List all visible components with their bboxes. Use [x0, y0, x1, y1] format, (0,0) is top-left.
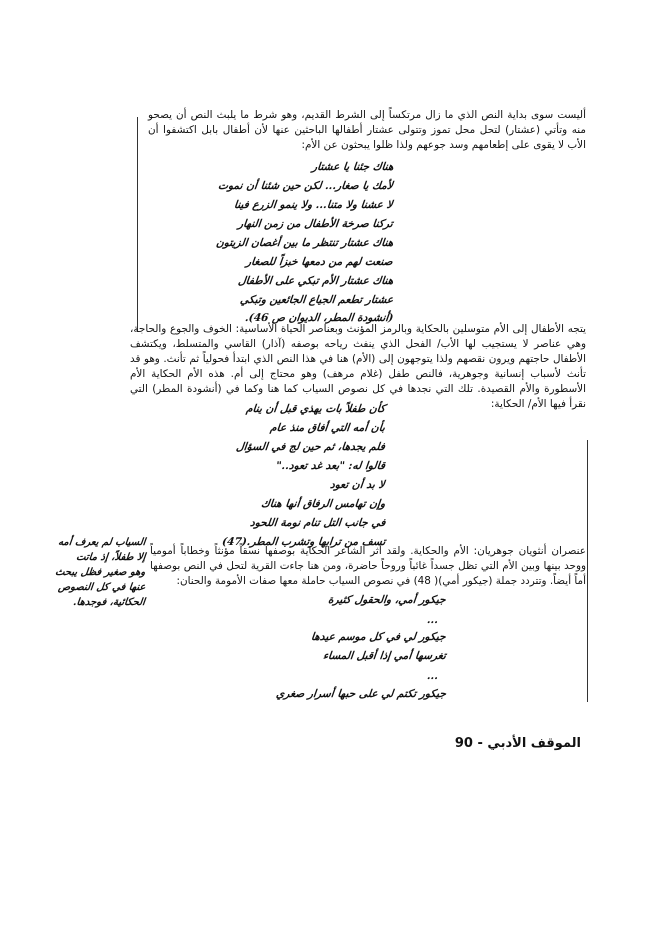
- verse-line: هناك جئنا يا عشتار: [310, 161, 394, 173]
- verse-line: هناك عشتار الأم تبكي على الأطفال: [237, 275, 394, 287]
- verse-line: تسف من ترابها وتشرب المطر.(47): [221, 536, 386, 548]
- verse-block-3: [275, 593, 447, 703]
- verse-line: في جانب التل تنام نومة اللحود: [249, 517, 386, 529]
- side-note-line: إلا طفلاً، إذ ماتت: [75, 552, 146, 563]
- verse-line: قالوا له: "بعد غد تعود..": [275, 460, 386, 472]
- side-note-line: عنها في كل النصوص: [57, 582, 146, 593]
- verse-block-2: [221, 402, 386, 548]
- verse-line: بأن أمه التي أفاق منذ عام: [269, 422, 386, 434]
- verse-line: صنعت لهم من دمعها خبزاً للصغار: [245, 256, 394, 268]
- verse-block-1: [215, 160, 394, 324]
- verse-line: تغرسها أمي إذا أقبل المساء: [322, 650, 447, 662]
- verse-line: لا بد أن تعود: [329, 479, 386, 491]
- verse-line: هناك عشتار تنتظر ما بين أغصان الزيتون: [215, 237, 394, 249]
- verse-line: جيكور لي في كل موسم عيدها: [310, 631, 447, 643]
- verse-line: (أنشودة المطر، الديوان ص 46).: [244, 312, 394, 324]
- side-note: [54, 536, 146, 616]
- intro-paragraph: أليست سوى بداية النص الذي ما زال مرتكساً إلى الشرط القديم، وهو شرط ما يلبث النص أن يصحو منه وتأتي (عشتار) لتحل محل تموز وتتولى عشتار أطفالها الباحثين عنها لأن أطفال بابل اكتشفوا أن الأب لا يقوى على إطعامهم وسد جوعهم ولذا ظلوا يبحثون عن الأم:: [148, 109, 586, 151]
- side-note-line: السياب لم يعرف أمه: [57, 537, 146, 548]
- middle-paragraph: يتجه الأطفال إلى الأم متوسلين بالحكاية وبالرمز المؤنث وبعناصر الحياة الأساسية: الخوف والجوع والحاجة، وهي عناصر لا يستجيب لها الأب/ الفحل الذي ينفث رياحه بوصفه (آذار) القاسي والمتسلط، ويكتشف الأطفال حاجتهم ويرون نقصهم ولذا يتوجهون إلى (الأم) هنا في هذا النص الذي ابتدأ فحولياً ثم تأنث. وهو قد تأنث لأسباب إنسانية وجوهرية، فالنص طفل (غلام مرهف) وهو محتاج إلى أم. هذه الأم الحكاية الأم الأسطورة والأم القصيدة. تلك التي نجدها في كل نصوص السياب كما هنا وكما في (أنشودة المطر) التي نقرأ فيها الأم/ الحكاية:: [130, 323, 586, 410]
- verse-line: جيكور أمي، والحقول كثيرة: [327, 594, 447, 606]
- verse-line: جيكور تكتم لي على حبها أسرار صغري: [275, 688, 447, 700]
- verse-ellipsis: ...: [426, 614, 439, 626]
- verse-line: تركنا صرخة الأطفال من زمن النهار: [237, 218, 394, 230]
- verse-line: فلم يجدها، ثم حين لج في السؤال: [235, 441, 386, 453]
- verse-line: لا عشنا ولا متنا... ولا ينمو الزرع فينا: [233, 199, 394, 211]
- verse-margin-rule: [587, 440, 588, 702]
- side-note-line: الحكائية، فوجدها.: [72, 597, 146, 608]
- right-margin-rule: [137, 117, 138, 332]
- verse-line: عشتار تطعم الجياع الجائعين وتبكي: [239, 294, 394, 306]
- lower-paragraph: عنصران أنثويان جوهريان: الأم والحكاية. ولقد أثر الشاعر الحكاية بوصفها نسقاً مؤنثاً وخطاباً أمومياً ووحد بينها وبين الأم التي تظل جسداً غائباً وروحاً حاضرة، ومن هنا جاءت القرية لتحل في النص بوصفها أماً أيضاً. وتتردد جملة (جيكور أمي)( 48) في نصوص السياب حاملة معها صفات الأمومة والحنان:: [150, 545, 586, 587]
- verse-line: لأمك يا صغار... لكن حين شئنا أن نموت: [217, 180, 394, 192]
- side-note-line: وهو صغير فظل يبحث: [54, 567, 146, 578]
- verse-ellipsis: ...: [426, 670, 439, 682]
- page-footer: الموقف الأدبي - 90: [454, 736, 581, 751]
- verse-line: كأن طفلاً بات يهذي قبل أن ينام: [245, 403, 386, 415]
- verse-line: وإن تهامس الرفاق أنها هناك: [260, 498, 386, 510]
